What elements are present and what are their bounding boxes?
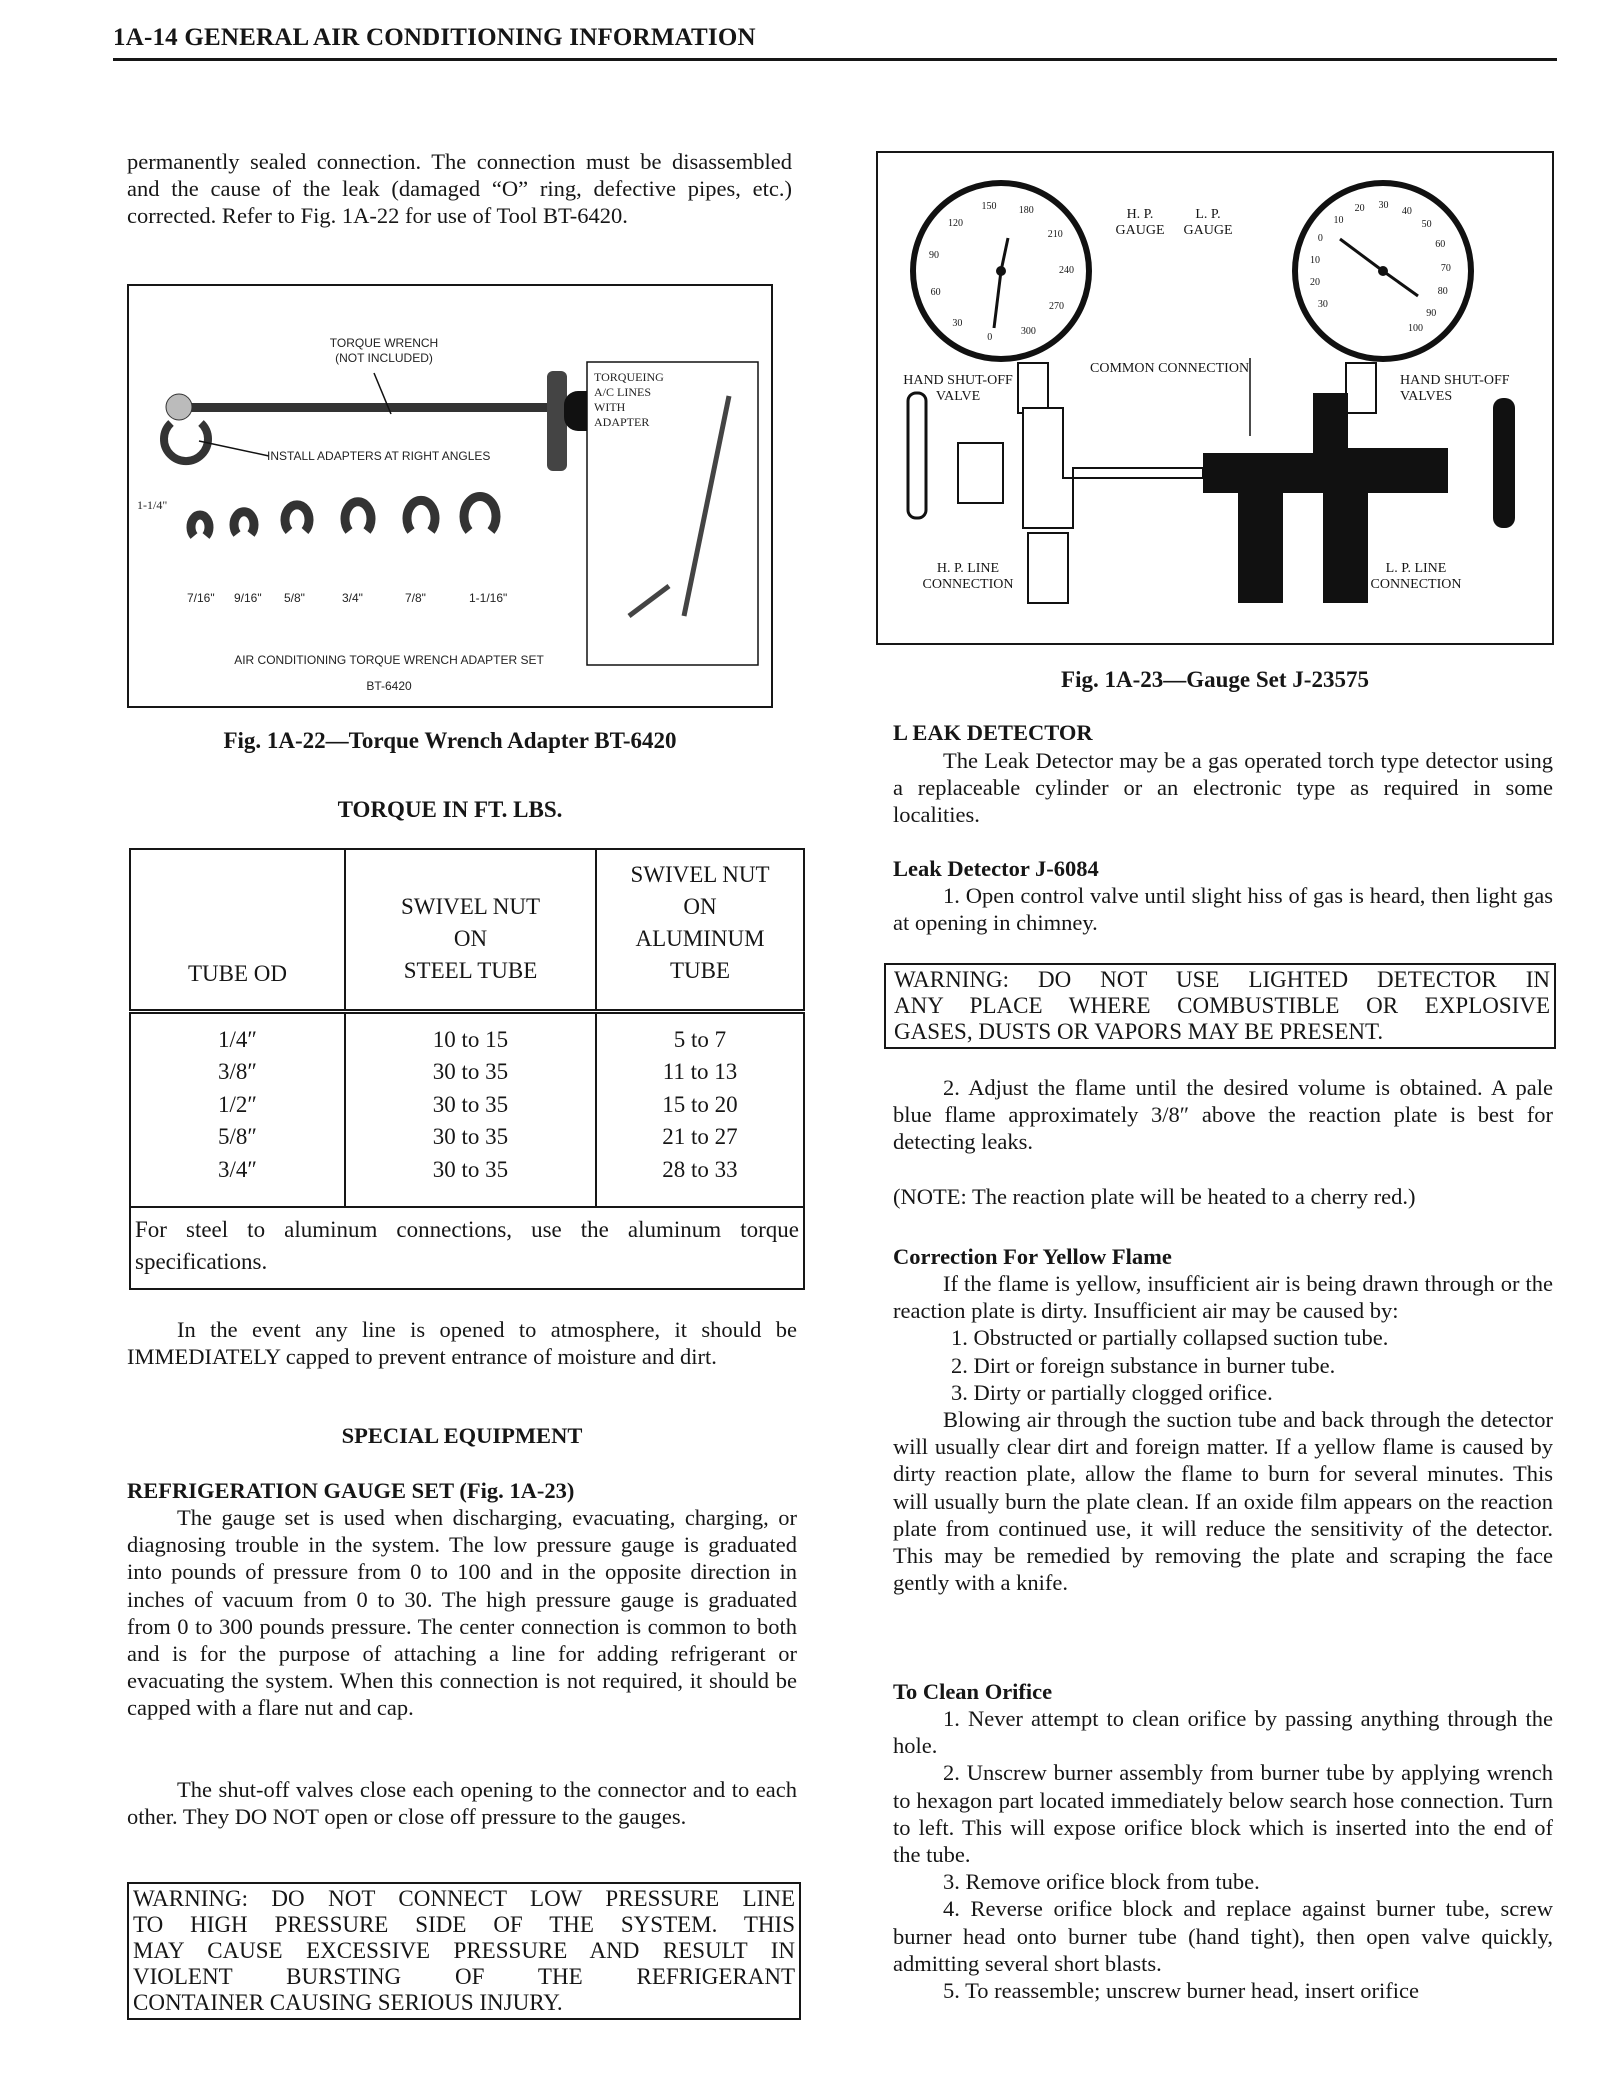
- yellow-flame-paragraph-2: Blowing air through the suction tube and back through the detector will usually clear dirt and foreign matter. If a yellow flame is caused by dirty reaction plate, allow the flame to burn for several minutes. This will usually burn the plate clean. If an oxide film appears on the reaction plate from continued use, it will reduce the sensitivity of the detector. This may be remedied by removing the plate and scraping the face gently with a knife.: [893, 1407, 1553, 1596]
- list-item: 4. Reverse orifice block and replace against burner tube, screw burner head onto burner tube (hand tight), then open valve quickly, admitting several short blasts.: [893, 1896, 1553, 1976]
- torque-wrench-label-2: (NOT INCLUDED): [335, 351, 433, 365]
- note: (NOTE: The reaction plate will be heated to a cherry red.): [893, 1184, 1416, 1209]
- warning-line: WARNING: DO NOT CONNECT LOW PRESSURE LINE: [133, 1886, 795, 1911]
- clean-orifice-heading: To Clean Orifice: [893, 1679, 1053, 1704]
- gauge-set-heading: REFRIGERATION GAUGE SET (Fig. 1A-23): [127, 1478, 575, 1503]
- warning-line: GASES, DUSTS OR VAPORS MAY BE PRESENT.: [894, 1019, 1384, 1044]
- gauge-scale-number: 270: [1048, 300, 1064, 312]
- cell: 3/8″: [218, 1059, 257, 1084]
- cell: 1/2″: [218, 1091, 257, 1117]
- list-item: 2. Dirt or foreign substance in burner tube.: [951, 1352, 1336, 1378]
- inset-label-line: TORQUEING: [594, 370, 664, 384]
- page-header: 1A-14 GENERAL AIR CONDITIONING INFORMATION: [113, 24, 756, 51]
- step-2: 2. Adjust the flame until the desired volume is obtained. A pale blue flame approximately 3/8″ above the reaction plate is best for detecting leaks.: [893, 1075, 1553, 1155]
- gauge-scale-number: 100: [1408, 323, 1423, 335]
- lp-gauge-label: [1178, 207, 1238, 239]
- inset-label-line: ADAPTER: [594, 415, 650, 429]
- label-line: VALVE: [935, 389, 981, 404]
- gauge-scale-number: 30: [952, 318, 963, 329]
- gauge-scale-number: 90: [1426, 307, 1437, 319]
- gauge-scale-number: 20: [1354, 203, 1365, 215]
- gauge-scale-number: 240: [1058, 264, 1074, 276]
- figure-1a-23: [876, 151, 1554, 645]
- gauge-scale-number: 90: [928, 250, 939, 262]
- tube-od-cells: [130, 1011, 345, 1207]
- hand-valve-left-label: [898, 373, 1018, 405]
- yellow-flame-heading: Correction For Yellow Flame: [893, 1244, 1172, 1269]
- gauge-scale-number: 40: [1401, 205, 1412, 217]
- label-line: H. P. LINE: [936, 561, 1000, 576]
- gauge-scale-number: 0: [987, 331, 993, 343]
- warning-line: ANY PLACE WHERE COMBUSTIBLE OR EXPLOSIVE: [894, 993, 1550, 1018]
- j6084-heading: Leak Detector J-6084: [893, 856, 1099, 881]
- steel-cells: [345, 1011, 596, 1207]
- header-line: SWIVEL NUT: [400, 893, 541, 919]
- gauge-scale-number: 10: [1333, 214, 1344, 226]
- column-header-tube-od: TUBE OD: [130, 849, 345, 1011]
- adapter-size: 7/16": [187, 591, 215, 605]
- header-rule: [113, 58, 1557, 61]
- hp-line-label: [918, 561, 1018, 593]
- torque-wrench-label-1: TORQUE WRENCH: [329, 336, 439, 350]
- gauge-scale-number: 80: [1437, 286, 1448, 298]
- gauge-scale-number: 60: [930, 287, 941, 299]
- table-title: TORQUE IN FT. LBS.: [337, 797, 563, 822]
- cell: 10 to 15: [432, 1026, 509, 1052]
- yellow-flame-paragraph: If the flame is yellow, insufficient air is being drawn through or the reaction plate is dirty. Insufficient air may be caused by:: [893, 1271, 1553, 1324]
- adapter-size: 3/4": [342, 591, 363, 605]
- cell: 30 to 35: [432, 1124, 509, 1149]
- label-line: L. P.: [1195, 207, 1221, 222]
- inset-label-line: A/C LINES: [594, 385, 651, 399]
- adapter-size: 1-1/16": [469, 591, 508, 605]
- intro-paragraph: permanently sealed connection. The connection must be disassembled and the cause of the leak (damaged “O” ring, defective pipes, etc.) corrected. Refer to Fig. 1A-22 for use of Tool BT-6420.: [127, 149, 792, 229]
- gauge-scale-number: 70: [1440, 262, 1451, 274]
- warning-line: CONTAINER CAUSING SERIOUS INJURY.: [133, 1990, 563, 2015]
- gauge-scale-number: 210: [1047, 229, 1063, 241]
- leak-detector-paragraph: The Leak Detector may be a gas operated torch type detector using a replaceable cylinder or an electronic type as required in some localities.: [893, 748, 1553, 828]
- list-item: 1. Never attempt to clean orifice by passing anything through the hole.: [893, 1706, 1553, 1759]
- cell: 11 to 13: [662, 1059, 738, 1084]
- column-header-steel: [345, 849, 596, 1011]
- leak-detector-heading: L EAK DETECTOR: [893, 720, 1093, 745]
- label-line: H. P.: [1126, 207, 1154, 222]
- inset-label: [594, 370, 664, 430]
- label-line: GAUGE: [1115, 223, 1165, 238]
- header-line: ALUMINUM: [635, 925, 765, 951]
- figure-1a-22-caption: Fig. 1A-22—Torque Wrench Adapter BT-6420: [223, 728, 677, 753]
- cell: 30 to 35: [432, 1091, 509, 1117]
- warning-line: VIOLENT BURSTING OF THE REFRIGERANT: [133, 1964, 795, 1989]
- cell: 21 to 27: [662, 1124, 738, 1149]
- list-item: 5. To reassemble; unscrew burner head, insert orifice: [943, 1978, 1419, 2004]
- cell: 5/8″: [218, 1124, 257, 1149]
- list-item: 1. Obstructed or partially collapsed suction tube.: [951, 1325, 1389, 1351]
- common-connection-label: COMMON CONNECTION: [1090, 361, 1250, 376]
- torque-table: [129, 848, 805, 1290]
- column-header-aluminum: [596, 849, 804, 1011]
- table-note: For steel to aluminum connections, use the aluminum torque specifications.: [130, 1207, 804, 1289]
- install-adapters-label: INSTALL ADAPTERS AT RIGHT ANGLES: [267, 449, 491, 463]
- cell: 5 to 7: [673, 1026, 727, 1052]
- lp-line-label: [1366, 561, 1466, 593]
- cell: 15 to 20: [662, 1091, 738, 1117]
- header-line: ON: [683, 893, 717, 919]
- warning-line: WARNING: DO NOT USE LIGHTED DETECTOR IN: [894, 967, 1550, 992]
- header-line: ON: [453, 925, 488, 951]
- cell: 28 to 33: [662, 1156, 738, 1182]
- label-line: GAUGE: [1183, 223, 1233, 238]
- aluminum-cells: [596, 1011, 804, 1207]
- figure-1a-22: [127, 284, 773, 708]
- yellow-flame-section: [893, 1270, 1553, 1596]
- header-line: TUBE: [669, 957, 731, 983]
- step-1: 1. Open control valve until slight hiss of gas is heard, then light gas at opening in chimney.: [893, 883, 1553, 936]
- gauge-set-paragraph-1: The gauge set is used when discharging, evacuating, charging, or diagnosing trouble in the system. The low pressure gauge is graduated into pounds of pressure from 0 to 100 and in the opposite direction in inches of vacuum from 0 to 30. The high pressure gauge is graduated from 0 to 300 pounds pressure. The center connection is common to both and is for the purpose of attaching a line for adding refrigerant or evacuating the system. When this connection is not required, it should be capped with a flare nut and cap.: [127, 1505, 797, 1721]
- gauge-scale-number: 150: [981, 201, 997, 212]
- cell: 30 to 35: [432, 1156, 509, 1182]
- special-equipment-heading: SPECIAL EQUIPMENT: [341, 1423, 583, 1448]
- gauge-scale-number: 300: [1020, 325, 1036, 337]
- gauge-scale-number: 20: [1310, 277, 1320, 289]
- event-paragraph: In the event any line is opened to atmosphere, it should be IMMEDIATELY capped to prevent entrance of moisture and dirt.: [127, 1317, 797, 1370]
- adapter-size: 7/8": [405, 591, 426, 605]
- gauge-scale-number: 0: [1317, 233, 1323, 244]
- warning-box-detector: [884, 963, 1556, 1049]
- large-adapter-size: 1-1/4": [137, 498, 168, 512]
- gauge-scale-number: 30: [1317, 299, 1328, 310]
- list-item: 3. Dirty or partially clogged orifice.: [951, 1379, 1273, 1405]
- list-item: 2. Unscrew burner assembly from burner tube by applying wrench to hexagon part located immediately below search hose connection. Turn to left. This will expose orifice block which is inserted into the end of the tube.: [893, 1760, 1553, 1868]
- gauge-scale-number: 180: [1018, 205, 1034, 217]
- adapter-size: 9/16": [234, 591, 262, 605]
- label-line: VALVES: [1400, 389, 1453, 404]
- cell: 3/4″: [218, 1156, 257, 1182]
- cell: 30 to 35: [432, 1059, 509, 1084]
- adapter-set-label: AIR CONDITIONING TORQUE WRENCH ADAPTER SET: [234, 653, 544, 667]
- gauge-set-paragraph-2: The shut-off valves close each opening to the connector and to each other. They DO NOT open or close off pressure to the gauges.: [127, 1777, 797, 1830]
- gauge-scale-number: 60: [1435, 239, 1446, 251]
- gauge-scale-number: 50: [1421, 219, 1432, 231]
- warning-line: MAY CAUSE EXCESSIVE PRESSURE AND RESULT IN: [133, 1938, 795, 1963]
- header-line: STEEL TUBE: [403, 957, 538, 983]
- warning-line: TO HIGH PRESSURE SIDE OF THE SYSTEM. THIS: [133, 1912, 795, 1937]
- hand-valves-right-label: [1400, 373, 1510, 405]
- header-line: SWIVEL NUT: [630, 861, 770, 887]
- clean-orifice-steps: [893, 1705, 1553, 2004]
- inset-label-line: WITH: [594, 400, 626, 414]
- warning-box-low-pressure: [127, 1882, 801, 2020]
- gauge-scale-number: 30: [1378, 200, 1389, 212]
- label-line: CONNECTION: [922, 577, 1014, 592]
- adapter-set-number: BT-6420: [366, 679, 412, 693]
- gauge-scale-number: 120: [947, 217, 963, 229]
- label-line: HAND SHUT-OFF: [1400, 373, 1510, 388]
- figure-1a-23-caption: Fig. 1A-23—Gauge Set J-23575: [1061, 667, 1369, 692]
- label-line: L. P. LINE: [1385, 561, 1447, 576]
- hp-gauge-label: [1110, 207, 1170, 239]
- adapter-size: 5/8": [284, 591, 305, 605]
- gauge-scale-number: 10: [1310, 254, 1320, 266]
- list-item: 3. Remove orifice block from tube.: [943, 1869, 1260, 1895]
- torque-wrench-illustration: [129, 286, 771, 706]
- label-line: CONNECTION: [1370, 577, 1462, 592]
- table-body: [130, 1011, 804, 1207]
- cell: 1/4″: [218, 1026, 257, 1052]
- label-line: HAND SHUT-OFF: [903, 373, 1013, 388]
